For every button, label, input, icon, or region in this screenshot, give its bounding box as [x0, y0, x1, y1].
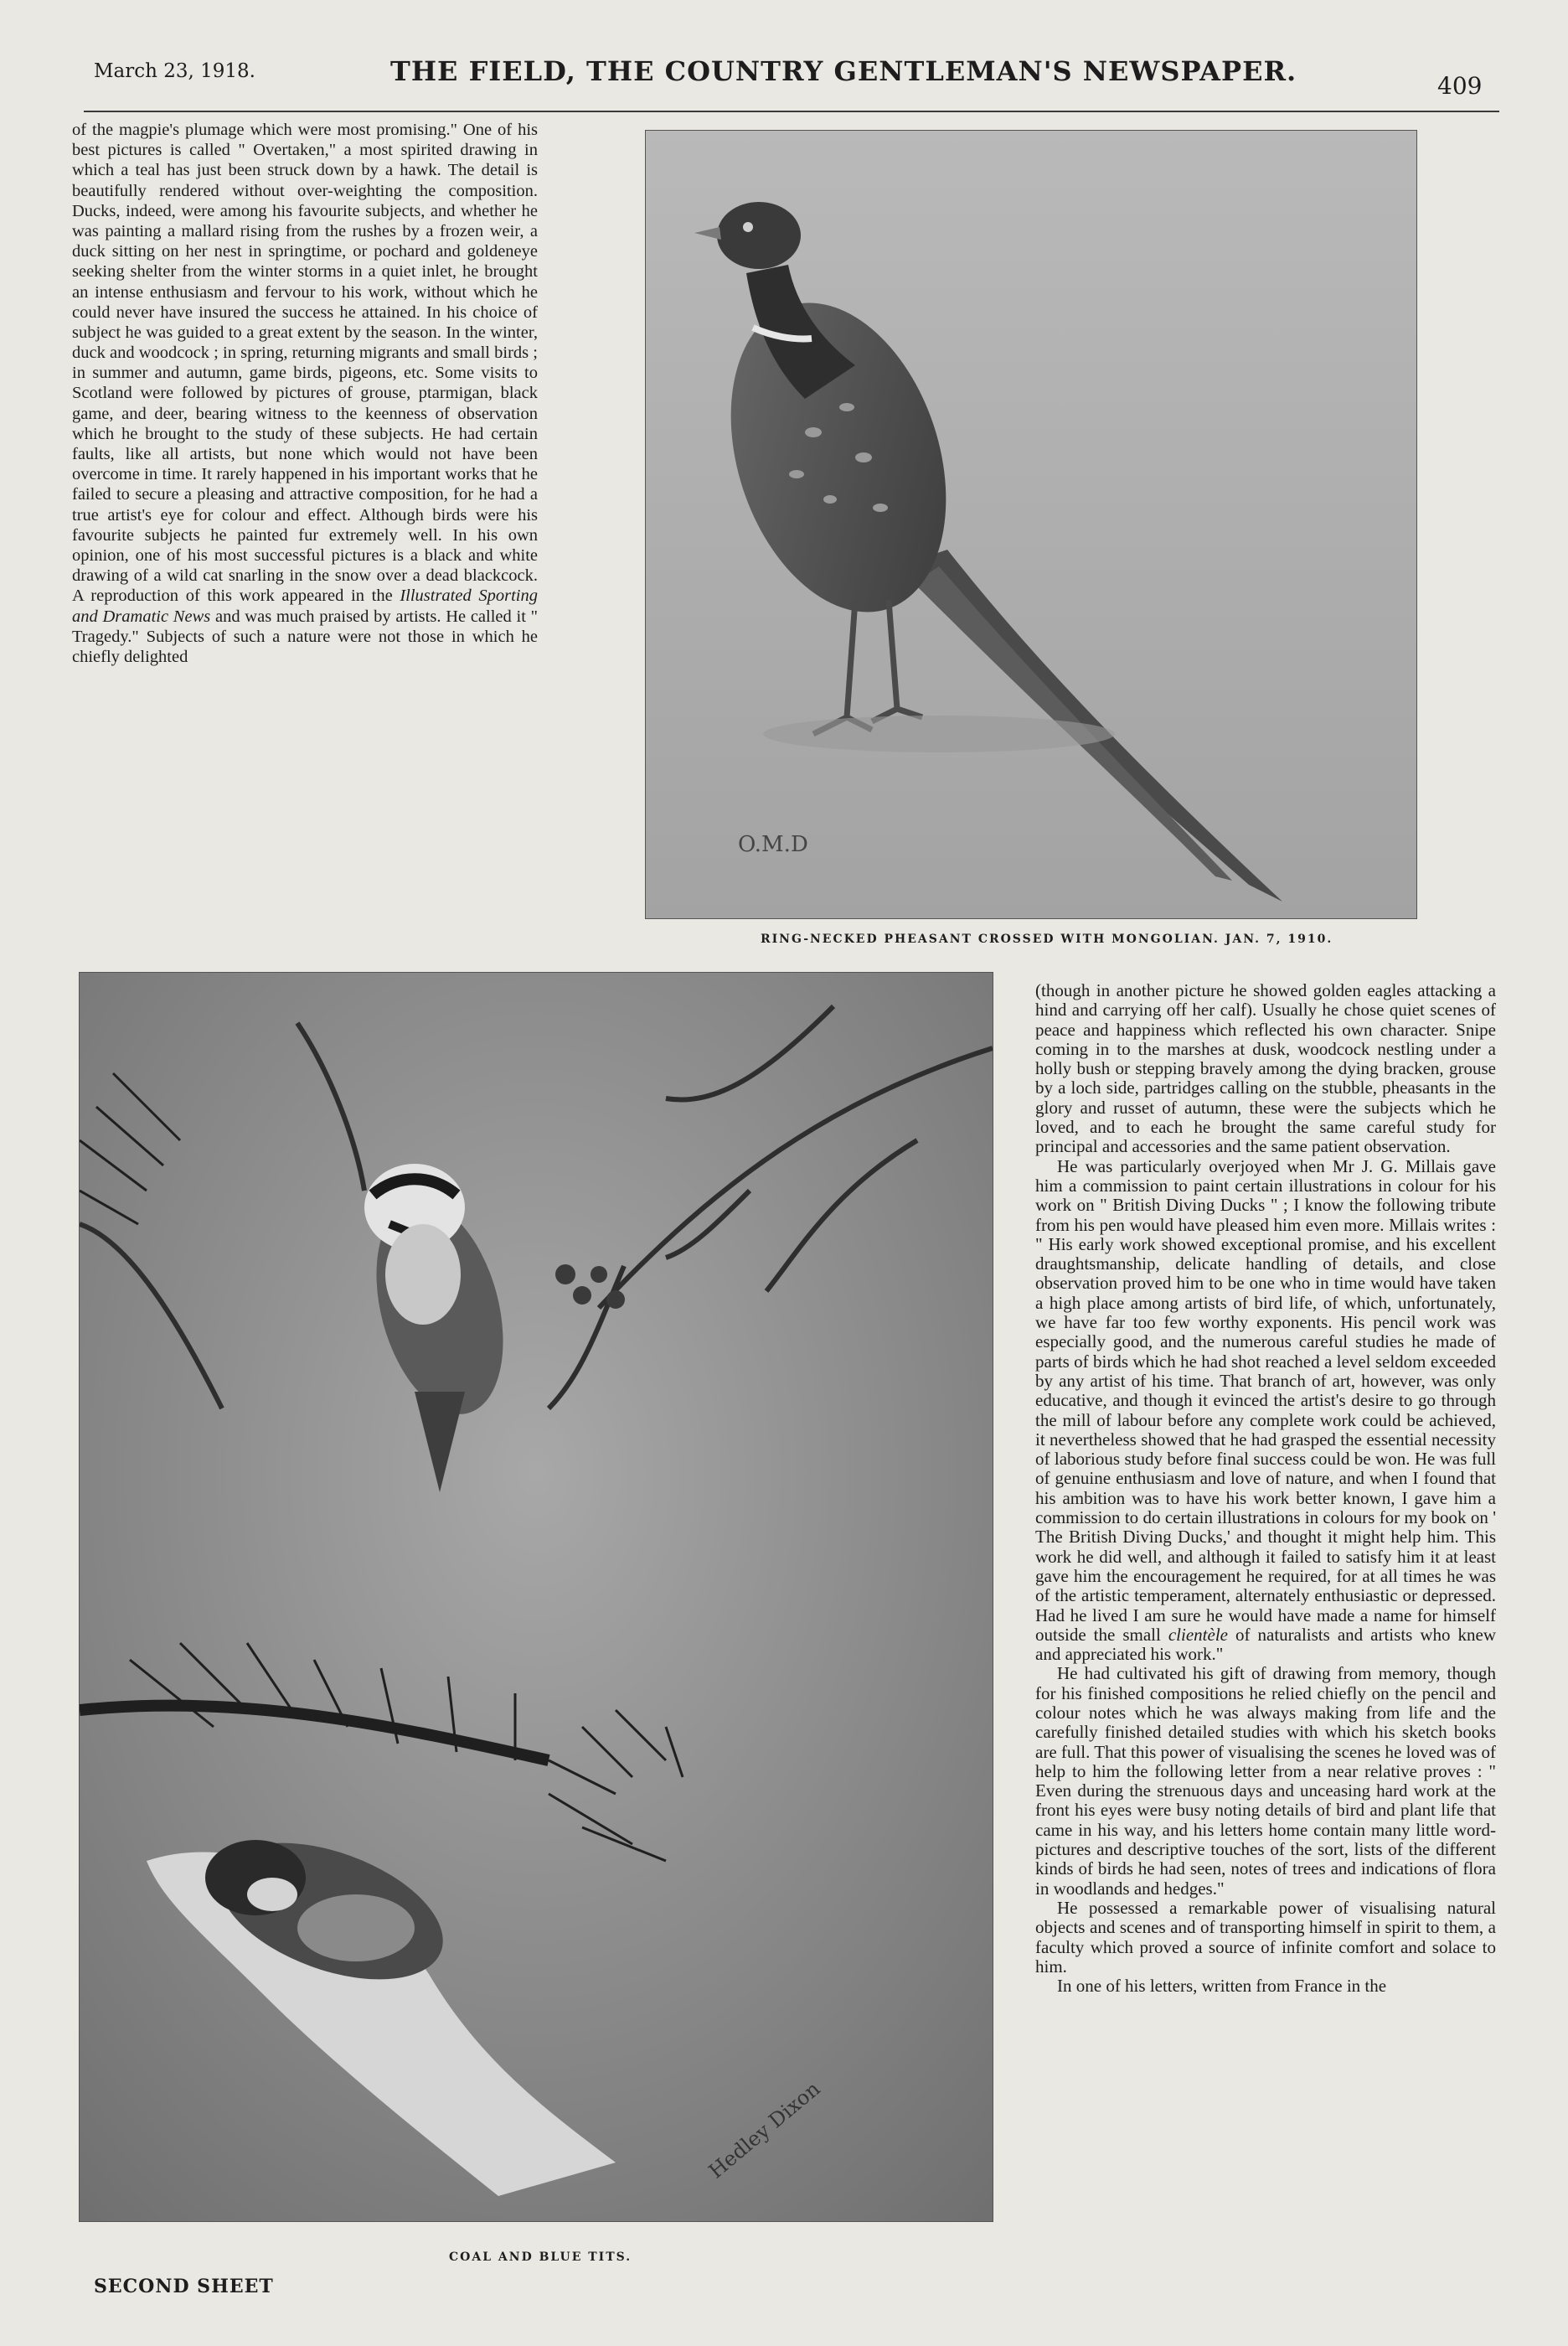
right-column-text — [1035, 981, 1496, 1996]
pheasant-caption: RING-NECKED PHEASANT CROSSED WITH MONGOLIAN. JAN. 7, 1910. — [761, 933, 1333, 946]
pheasant-head — [717, 202, 801, 269]
tits-signature: Hedley Dixon — [704, 2076, 825, 2183]
text-run: and was much praised by artists. He called it " Tragedy." Subjects of such a nature were not those in which he chiefly delighted — [72, 607, 539, 666]
tits-drawing — [80, 973, 993, 2221]
pheasant-signature: O.M.D — [738, 832, 808, 857]
newspaper-title: THE FIELD, THE COUNTRY GENTLEMAN'S NEWSPAPER. — [390, 55, 1297, 87]
issue-date: March 23, 1918. — [94, 60, 255, 82]
text-run: of naturalists and artists who knew and appreciated his work." — [1035, 1624, 1496, 1665]
right-paragraph-4: He possessed a remarkable power of visualising natural objects and scenes and of transporting himself in spirit to them, a faculty which proved a source of infinite comfort and solace to him. — [1035, 1897, 1496, 1977]
pheasant-drawing — [646, 131, 1416, 918]
right-paragraph-3: He had cultivated his gift of drawing from memory, though for his finished compositions he relied chiefly on the pencil and colour notes which he was always making from life and the carefully finished detailed studies with which his sketch books are full. That this power of visualising the scenes he loved was of help to him the following letter from a near relative proves : " Even during the strenuous days and unceasing hard work at the front his eyes were busy noting details of bird and plant life that came in his way, and his letters home contain many little word-pictures and descriptive touches of the sort, lists of the different kinds of birds he had seen, notes of trees and indications of flora in woodlands and hedges." — [1035, 1663, 1496, 1899]
left-column-text — [72, 120, 538, 667]
right-paragraph-5: In one of his letters, written from France in the — [1057, 1976, 1387, 1997]
page-number: 409 — [1437, 72, 1483, 100]
text-run: He was particularly overjoyed when Mr J. G. Millais gave him a commission to paint certain illustrations in colour for his work on " British Diving Ducks " ; I know the following tribute from his pen would have pleased him even more. Millais writes : " His early work showed exceptional promise, and his excellent draughtsmanship, delicate handling of details, and close observation proved him to be one who in time would have taken a high place among artists of bird life, of which, unfortunately, we have far too few worthy exponents. His pencil work was especially good, and the numerous careful studies he made of parts of birds which he had shot reached a level seldom exceeded by any artist of his time. That branch of art, however, was only educative, and though it evinced the artist's desire to go through the mill of labour before any complete work could be achieved, it nevertheless showed that he had grasped the essential necessity of laborious study before final success could be won. He was full of genuine enthusiasm and love of nature, and when I found that his ambition was to have his work better known, I gave him a commission to do certain illustrations in colours for my book on ' The British Diving Ducks,' and thought it might help him. This work he did well, and although it failed to satisfy him it at least gave him the encouragement he required, for at all times he was of the artistic temperament, alternately enthusiastic or depressed. Had he lived I am sure he would have made a name for himself outside the small — [1035, 1155, 1496, 1645]
right-paragraph-2 — [1035, 1157, 1496, 1665]
italic-word: clientèle — [1168, 1624, 1228, 1645]
tits-illustration — [79, 972, 993, 2222]
italic-title: Illustrated Sporting and Dramatic News — [72, 586, 538, 626]
right-paragraph-1: (though in another picture he showed golden eagles attacking a hind and carrying off her calf). Usually he chose quiet scenes of peace and happiness which reflected his own character. Snipe coming in to the marshes at dusk, woodcock nestling under a holly bush or stepping bravely among the dying bracken, grouse by a loch side, partridges calling on the stubble, pheasants in the glory and russet of autumn, these were the subjects which he loved, and to each he brought the same careful study for principal and accessories and the same patient observation. — [1035, 980, 1496, 1157]
header-rule — [84, 111, 1499, 112]
tits-caption: COAL AND BLUE TITS. — [449, 2250, 632, 2264]
text-run: of the magpie's plumage which were most promising." One of his best pictures is called " Overtaken," a most spirited drawing in which a teal has just been struck down by a hawk. The detail is beautifully rendered without over-weighting the composition. Ducks, indeed, were among his favourite subjects, and whether he was painting a mallard rising from the rushes by a frozen weir, a duck sitting on her nest in springtime, or pochard and goldeneye seeking shelter from the winter storms in a quiet inlet, he brought an intense enthusiasm and fervour to his work, without which he could never have insured the success he attained. In his choice of subject he was guided to a great extent by the season. In the winter, duck and woodcock ; in spring, returning migrants and small birds ; in summer and autumn, game birds, pigeons, etc. Some visits to Scotland were followed by pictures of grouse, ptarmigan, black game, and deer, bearing witness to the keenness of observation which he brought to the study of these subjects. He had certain faults, like all artists, but none which would not have been overcome in time. It rarely happened in his important works that he failed to secure a pleasing and attractive composition, for he had a true artist's eye for colour and effect. Although birds were his favourite subjects he painted fur extremely well. In his own opinion, one of his most successful pictures is a black and white drawing of a wild cat snarling in the snow over a dead blackcock. A reproduction of this work appeared in the — [72, 121, 538, 606]
left-paragraph — [72, 120, 538, 667]
pheasant-illustration — [645, 130, 1417, 919]
sheet-label: SECOND SHEET — [94, 2276, 274, 2297]
